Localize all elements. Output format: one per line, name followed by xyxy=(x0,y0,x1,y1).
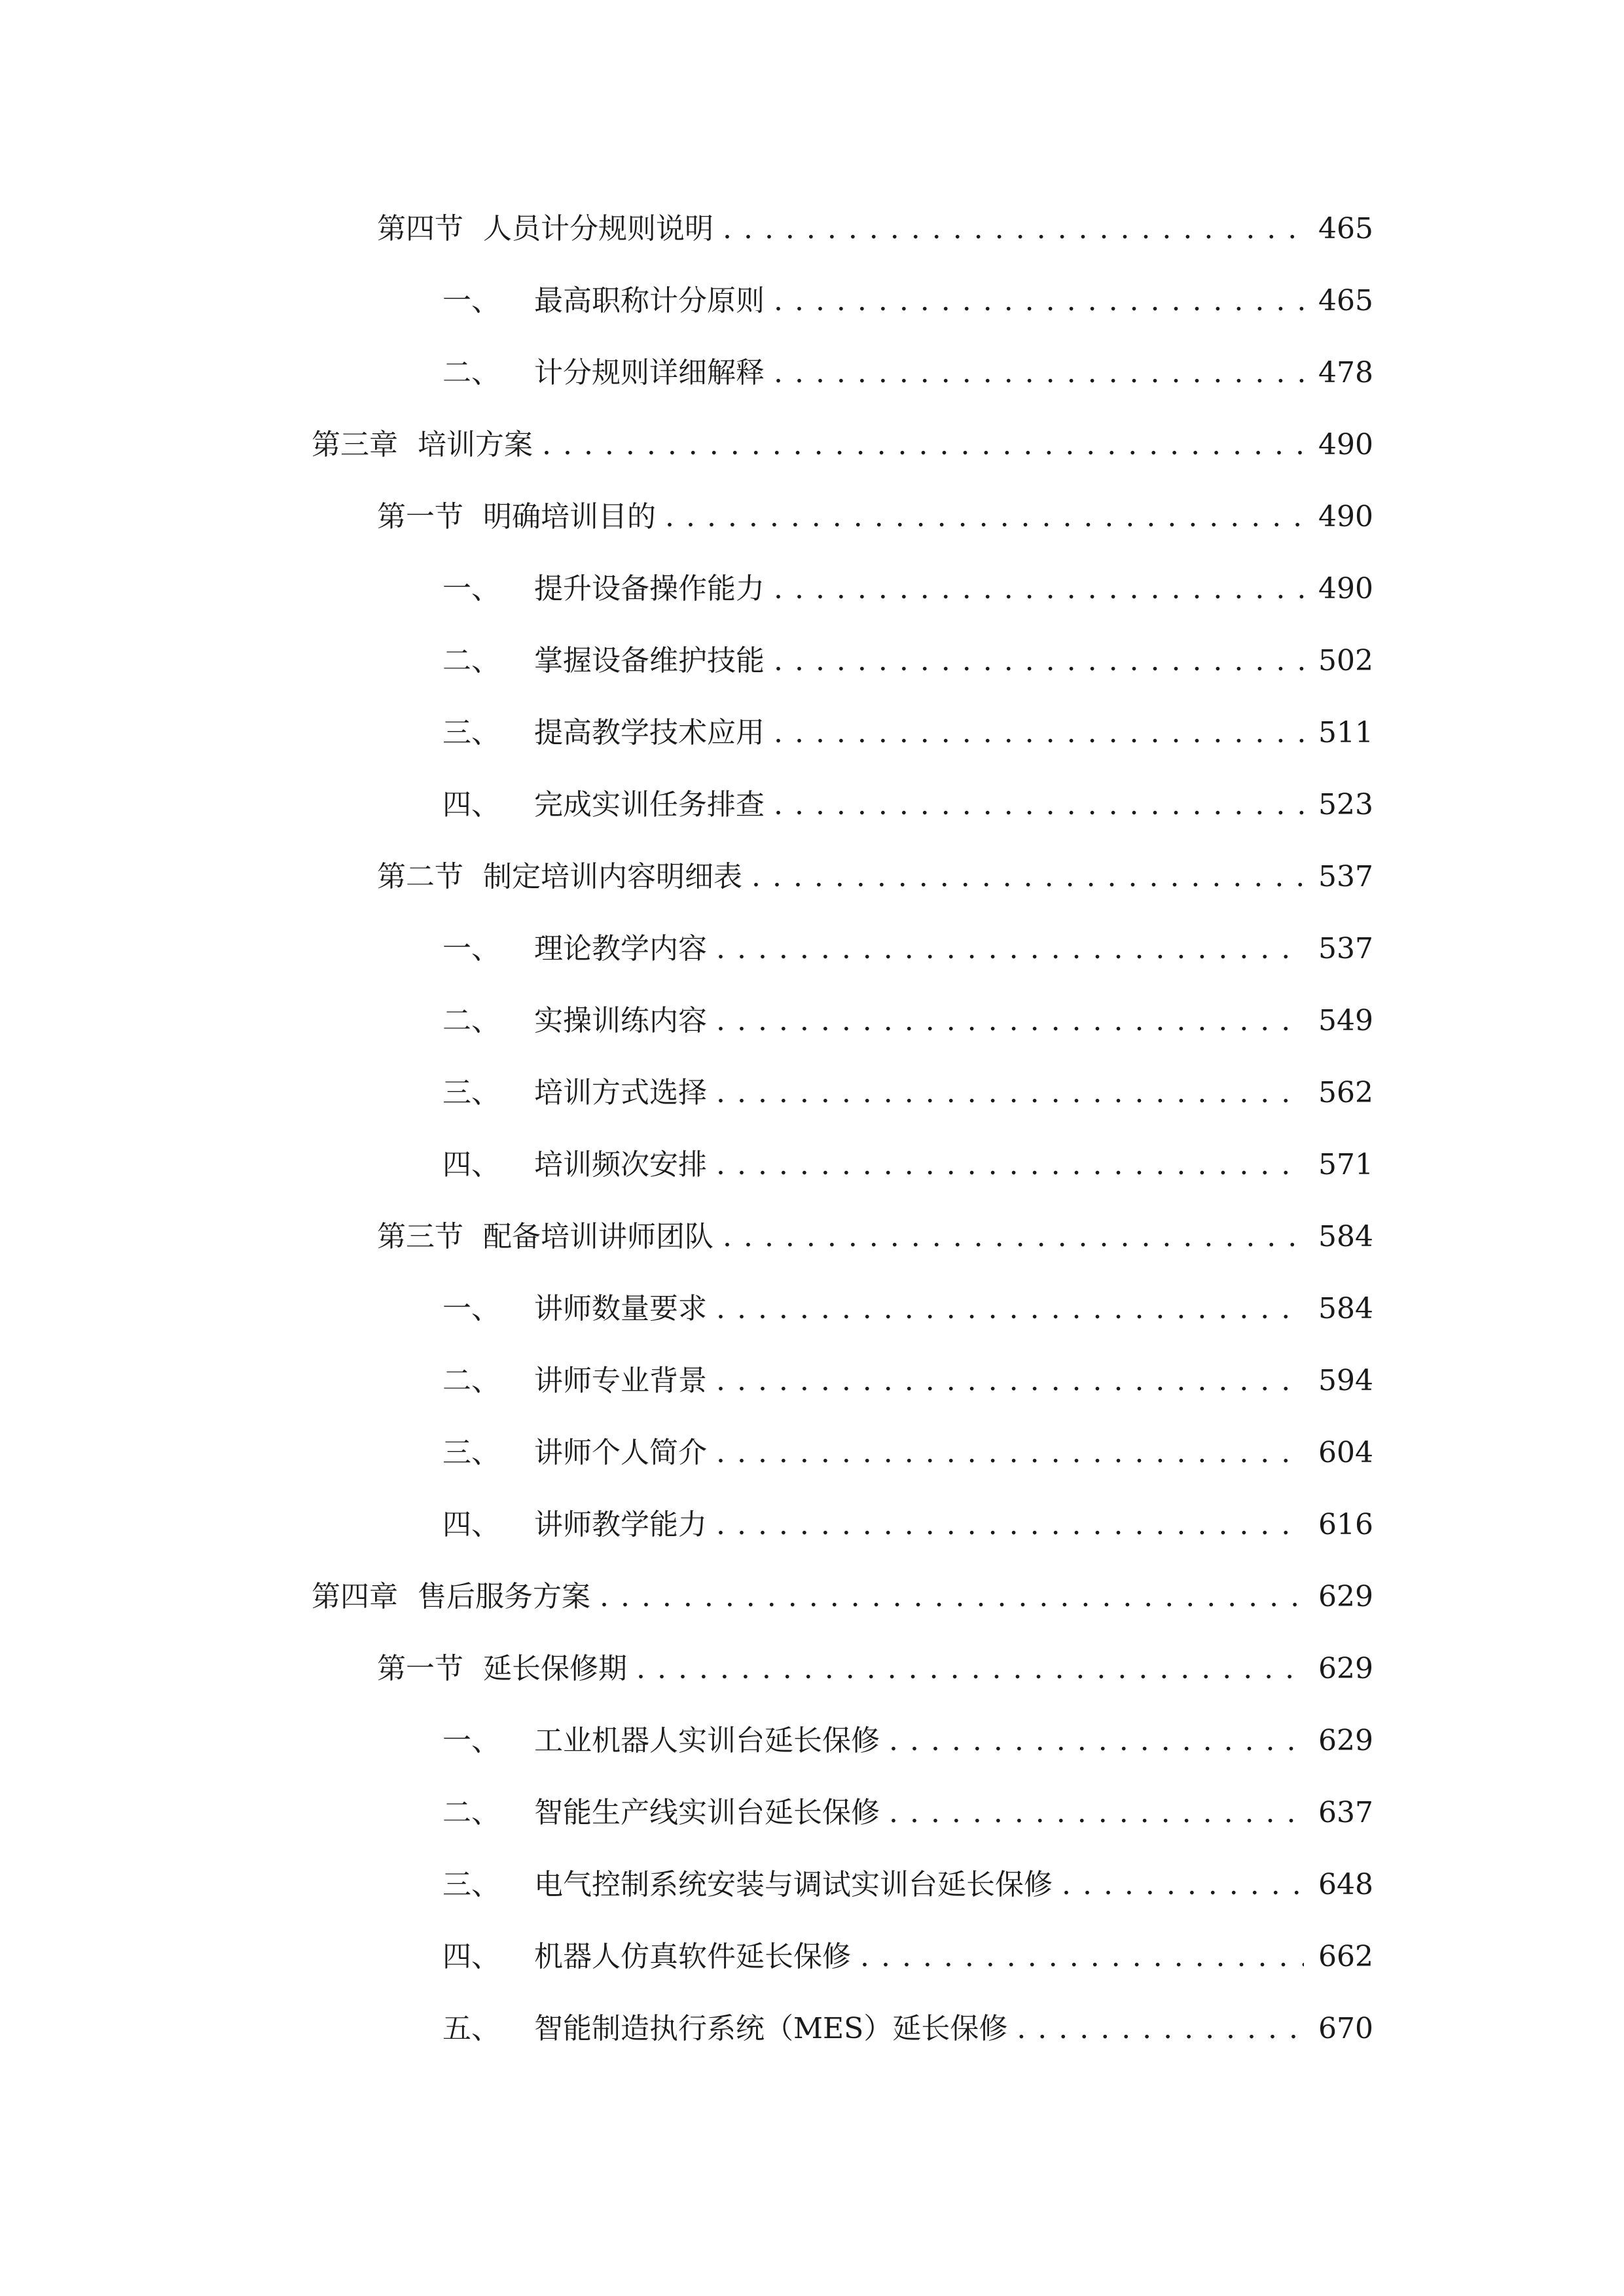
toc-entry-prefix: 二、 xyxy=(442,356,500,389)
toc-entry-item[interactable] xyxy=(442,779,1373,831)
toc-entry-item[interactable] xyxy=(442,923,1373,975)
toc-dot-leader xyxy=(665,491,1304,543)
toc-entry-item[interactable] xyxy=(442,1499,1373,1551)
toc-entry-page: 648 xyxy=(1318,1868,1373,1901)
toc-entry-title: 制定培训内容明细表 xyxy=(483,860,742,893)
toc-dot-leader xyxy=(723,203,1304,255)
toc-entry-prefix: 二、 xyxy=(442,1364,500,1397)
toc-entry-title: 培训方案 xyxy=(418,428,533,461)
toc-entry-item[interactable] xyxy=(442,1067,1373,1119)
toc-entry-label xyxy=(377,851,742,903)
toc-entry-label xyxy=(442,1931,851,1983)
toc-entry-title: 提高教学技术应用 xyxy=(534,716,765,749)
toc-entry-prefix: 第二节 xyxy=(377,860,463,893)
toc-entry-page: 616 xyxy=(1318,1508,1373,1541)
toc-entry-title: 实操训练内容 xyxy=(534,1004,707,1037)
toc-dot-leader xyxy=(636,1643,1304,1695)
toc-entry-prefix: 第一节 xyxy=(377,1652,463,1685)
toc-entry-label xyxy=(442,995,707,1047)
toc-entry-prefix: 五、 xyxy=(442,2012,500,2045)
toc-entry-prefix: 三、 xyxy=(442,1868,500,1901)
toc-entry-label xyxy=(442,1283,707,1335)
toc-entry-page: 537 xyxy=(1318,860,1373,893)
toc-entry-page: 584 xyxy=(1318,1292,1373,1325)
toc-entry-item[interactable] xyxy=(442,1931,1373,1983)
toc-entry-item[interactable] xyxy=(442,275,1373,327)
toc-entry-prefix: 第三章 xyxy=(312,428,398,461)
toc-entry-prefix: 二、 xyxy=(442,1004,500,1037)
toc-dot-leader xyxy=(716,1427,1304,1479)
toc-entry-prefix: 四、 xyxy=(442,788,500,821)
toc-entry-prefix: 一、 xyxy=(442,1724,500,1757)
toc-entry-page: 549 xyxy=(1318,1004,1373,1037)
toc-entry-label xyxy=(442,563,765,615)
toc-dot-leader xyxy=(774,779,1304,831)
toc-dot-leader xyxy=(716,995,1304,1047)
toc-entry-chapter[interactable] xyxy=(312,419,1373,471)
toc-entry-page: 490 xyxy=(1318,428,1373,461)
toc-entry-label xyxy=(442,347,765,399)
toc-entry-title: 售后服务方案 xyxy=(418,1580,590,1613)
toc-entry-item[interactable] xyxy=(442,2003,1373,2055)
toc-entry-prefix: 第四章 xyxy=(312,1580,398,1613)
toc-dot-leader xyxy=(774,275,1304,327)
toc-entry-prefix: 二、 xyxy=(442,1796,500,1829)
toc-dot-leader xyxy=(716,923,1304,975)
toc-entry-page: 637 xyxy=(1318,1796,1373,1829)
toc-entry-section[interactable] xyxy=(377,1643,1373,1695)
toc-entry-prefix: 第一节 xyxy=(377,500,463,533)
toc-entry-item[interactable] xyxy=(442,1715,1373,1767)
toc-entry-page: 629 xyxy=(1318,1580,1373,1613)
toc-entry-label xyxy=(442,707,765,759)
toc-dot-leader xyxy=(751,851,1304,903)
toc-entry-label xyxy=(377,203,713,255)
toc-entry-title: 人员计分规则说明 xyxy=(483,212,713,245)
toc-entry-prefix: 四、 xyxy=(442,1148,500,1181)
toc-entry-label xyxy=(442,1715,880,1767)
toc-entry-item[interactable] xyxy=(442,1139,1373,1191)
toc-entry-label xyxy=(442,779,765,831)
toc-entry-title: 配备培训讲师团队 xyxy=(483,1220,713,1253)
toc-entry-page: 478 xyxy=(1318,356,1373,389)
toc-dot-leader xyxy=(774,563,1304,615)
toc-entry-label xyxy=(442,1787,880,1839)
toc-dot-leader xyxy=(1062,1859,1304,1911)
toc-entry-prefix: 二、 xyxy=(442,644,500,677)
toc-entry-page: 465 xyxy=(1318,212,1373,245)
toc-dot-leader xyxy=(716,1283,1304,1335)
toc-entry-label xyxy=(442,275,765,327)
toc-dot-leader xyxy=(774,707,1304,759)
toc-entry-item[interactable] xyxy=(442,635,1373,687)
toc-dot-leader xyxy=(723,1211,1304,1263)
toc-entry-page: 604 xyxy=(1318,1436,1373,1469)
toc-entry-label xyxy=(442,2003,1007,2055)
toc-entry-item[interactable] xyxy=(442,1427,1373,1479)
toc-entry-page: 571 xyxy=(1318,1148,1373,1181)
toc-entry-chapter[interactable] xyxy=(312,1571,1373,1623)
toc-entry-title: 理论教学内容 xyxy=(534,932,707,965)
toc-entry-item[interactable] xyxy=(442,1355,1373,1407)
toc-entry-prefix: 四、 xyxy=(442,1508,500,1541)
toc-entry-title: 最高职称计分原则 xyxy=(534,284,765,317)
toc-dot-leader xyxy=(716,1067,1304,1119)
toc-entry-page: 465 xyxy=(1318,284,1373,317)
toc-entry-prefix: 第四节 xyxy=(377,212,463,245)
toc-entry-label xyxy=(442,1427,707,1479)
toc-dot-leader xyxy=(889,1787,1304,1839)
toc-entry-prefix: 一、 xyxy=(442,572,500,605)
toc-entry-label xyxy=(312,1571,590,1623)
toc-entry-title: 讲师教学能力 xyxy=(534,1508,707,1541)
toc-entry-title: 讲师专业背景 xyxy=(534,1364,707,1397)
toc-entry-page: 490 xyxy=(1318,572,1373,605)
toc-entry-page: 502 xyxy=(1318,644,1373,677)
toc-entry-title: 智能制造执行系统（MES）延长保修 xyxy=(534,2012,1008,2045)
toc-entry-label xyxy=(442,1355,707,1407)
toc-entry-label xyxy=(377,1643,627,1695)
toc-entry-page: 511 xyxy=(1318,716,1373,749)
toc-entry-page: 523 xyxy=(1318,788,1373,821)
toc-entry-title: 机器人仿真软件延长保修 xyxy=(534,1940,851,1973)
toc-entry-item[interactable] xyxy=(442,563,1373,615)
toc-entry-section[interactable] xyxy=(377,491,1373,543)
toc-entry-section[interactable] xyxy=(377,851,1373,903)
toc-entry-label xyxy=(442,1067,707,1119)
toc-entry-page: 537 xyxy=(1318,932,1373,965)
toc-entry-title: 掌握设备维护技能 xyxy=(534,644,765,677)
toc-entry-title: 培训频次安排 xyxy=(534,1148,707,1181)
toc-entry-title: 培训方式选择 xyxy=(534,1076,707,1109)
toc-entry-title: 讲师数量要求 xyxy=(534,1292,707,1325)
toc-entry-title: 工业机器人实训台延长保修 xyxy=(534,1724,880,1757)
toc-entry-prefix: 一、 xyxy=(442,1292,500,1325)
toc-entry-title: 智能生产线实训台延长保修 xyxy=(534,1796,880,1829)
toc-entry-page: 629 xyxy=(1318,1652,1373,1685)
toc-dot-leader xyxy=(542,419,1304,471)
toc-entry-page: 662 xyxy=(1318,1940,1373,1973)
toc-entry-label xyxy=(442,1499,707,1551)
toc-entry-prefix: 一、 xyxy=(442,932,500,965)
toc-entry-item[interactable] xyxy=(442,347,1373,399)
toc-entry-label xyxy=(442,1859,1053,1911)
toc-entry-prefix: 三、 xyxy=(442,1076,500,1109)
toc-dot-leader xyxy=(1017,2003,1304,2055)
toc-entry-title: 提升设备操作能力 xyxy=(534,572,765,605)
toc-entry-page: 629 xyxy=(1318,1724,1373,1757)
toc-entry-page: 594 xyxy=(1318,1364,1373,1397)
toc-entry-item[interactable] xyxy=(442,1859,1373,1911)
toc-entry-page: 670 xyxy=(1318,2012,1373,2045)
toc-dot-leader xyxy=(716,1139,1304,1191)
toc-entry-page: 584 xyxy=(1318,1220,1373,1253)
toc-dot-leader xyxy=(774,635,1304,687)
toc-entry-prefix: 四、 xyxy=(442,1940,500,1973)
toc-entry-title: 延长保修期 xyxy=(483,1652,627,1685)
toc-entry-item[interactable] xyxy=(442,1787,1373,1839)
toc-entry-prefix: 一、 xyxy=(442,284,500,317)
toc-dot-leader xyxy=(716,1355,1304,1407)
toc-entry-page: 562 xyxy=(1318,1076,1373,1109)
toc-entry-label xyxy=(442,635,765,687)
toc-entry-label xyxy=(442,923,707,975)
toc-entry-title: 明确培训目的 xyxy=(483,500,656,533)
toc-dot-leader xyxy=(860,1931,1304,1983)
toc-entry-label xyxy=(312,419,533,471)
toc-entry-item[interactable] xyxy=(442,1283,1373,1335)
toc-entry-title: 计分规则详细解释 xyxy=(534,356,765,389)
toc-dot-leader xyxy=(600,1571,1304,1623)
toc-entry-prefix: 第三节 xyxy=(377,1220,463,1253)
toc-entry-title: 讲师个人简介 xyxy=(534,1436,707,1469)
toc-entry-label xyxy=(377,1211,713,1263)
toc-dot-leader xyxy=(889,1715,1304,1767)
toc-dot-leader xyxy=(774,347,1304,399)
toc-entry-section[interactable] xyxy=(377,203,1373,255)
toc-entry-item[interactable] xyxy=(442,707,1373,759)
toc-entry-page: 490 xyxy=(1318,500,1373,533)
toc-entry-prefix: 三、 xyxy=(442,716,500,749)
toc-entry-title: 电气控制系统安装与调试实训台延长保修 xyxy=(534,1868,1053,1901)
toc-entry-label xyxy=(377,491,656,543)
toc-entry-section[interactable] xyxy=(377,1211,1373,1263)
toc-entry-item[interactable] xyxy=(442,995,1373,1047)
toc-entry-title: 完成实训任务排查 xyxy=(534,788,765,821)
toc-entry-prefix: 三、 xyxy=(442,1436,500,1469)
toc-dot-leader xyxy=(716,1499,1304,1551)
toc-entry-label xyxy=(442,1139,707,1191)
